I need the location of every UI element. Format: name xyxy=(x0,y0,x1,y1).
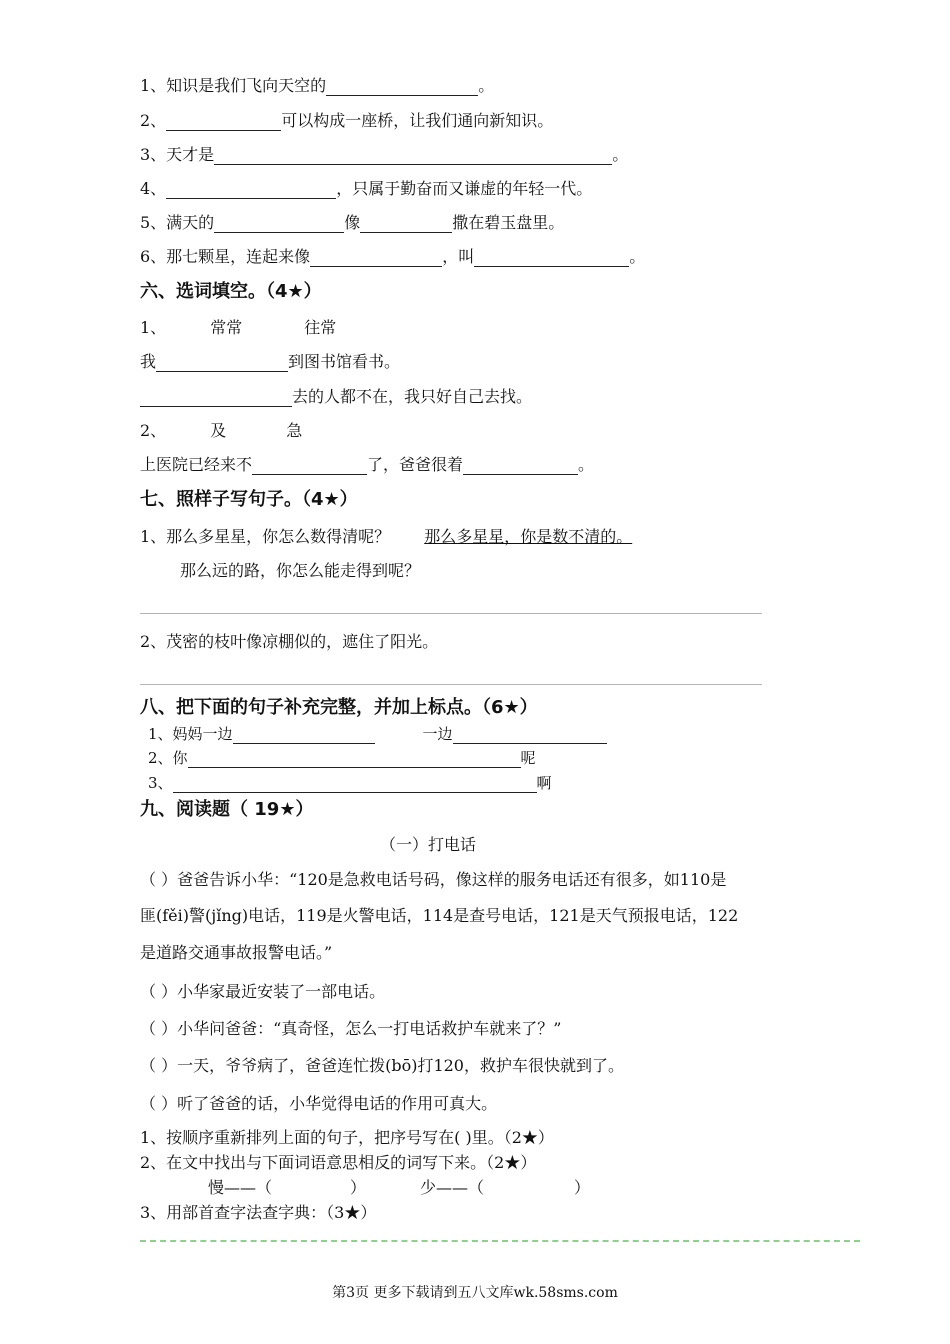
passage-line: （ ）一天，爷爷病了，爸爸连忙拨(bō)打120，救护车很快就到了。 xyxy=(140,1056,624,1075)
sentence-3 xyxy=(140,455,594,475)
fill-item-text: 1、知识是我们飞向天空的 xyxy=(140,76,327,95)
word-group-2 xyxy=(140,421,302,441)
answer-blank[interactable] xyxy=(360,214,452,233)
antonym-prompt: 慢——（ xyxy=(208,1178,273,1197)
sentence-text: 。 xyxy=(578,455,595,474)
sentence-text: 1、妈妈一边 xyxy=(148,725,233,743)
word-choice: 及 xyxy=(210,421,227,440)
word-choice: 常常 xyxy=(210,318,243,337)
fill-item-text: 2、 xyxy=(140,111,167,130)
fill-item-text: 可以构成一座桥，让我们通向新知识。 xyxy=(281,111,554,130)
fill-item-text: 像 xyxy=(344,213,361,232)
sentence-1 xyxy=(140,352,400,372)
example-answer: 那么多星星，你是数不清的。 xyxy=(424,527,633,546)
fill-item-text: 。 xyxy=(478,76,495,95)
answer-blank[interactable] xyxy=(453,725,607,744)
sentence-text: 去的人都不在，我只好自己去找。 xyxy=(292,387,533,406)
passage-line: （ ）小华问爸爸：“真奇怪，怎么一打电话救护车就来了？” xyxy=(140,1019,562,1038)
sentence-text: 3、 xyxy=(148,774,173,792)
section-9-title: 九、阅读题（ 19★） xyxy=(140,799,314,820)
sentence-text: 啊 xyxy=(536,774,552,792)
page-divider xyxy=(140,1240,860,1242)
fill-item-text: ，只属于勤奋而又谦虚的年轻一代。 xyxy=(336,179,593,198)
sentence-text: 我 xyxy=(140,352,157,371)
fill-item-text: 4、 xyxy=(140,179,167,198)
passage-line: 是道路交通事故报警电话。” xyxy=(140,943,333,962)
fill-item-text: 6、那七颗星，连起来像 xyxy=(140,247,311,266)
answer-line[interactable] xyxy=(140,613,762,614)
fill-item-text: 3、天才是 xyxy=(140,145,215,164)
word-group-1 xyxy=(140,318,336,338)
section-8-title: 八、把下面的句子补充完整，并加上标点。（6★） xyxy=(140,697,538,718)
answer-line[interactable] xyxy=(140,684,762,685)
section-6-title: 六、选词填空。（4★） xyxy=(140,281,322,302)
passage-line: （ ）爸爸告诉小华：“120是急救电话号码，像这样的服务电话还有很多，如110是 xyxy=(140,870,727,889)
answer-blank[interactable] xyxy=(252,456,367,475)
fill-item-1 xyxy=(140,76,494,96)
answer-blank[interactable] xyxy=(474,248,629,267)
question-text: 1、那么多星星，你怎么数得清呢？ xyxy=(140,527,391,546)
sentence-text: 呢 xyxy=(520,749,536,767)
answer-blank[interactable] xyxy=(173,774,537,793)
group-number: 1、 xyxy=(140,318,167,337)
antonym-row xyxy=(208,1178,590,1198)
complete-line-1 xyxy=(148,724,607,744)
passage-line: 匪(fěi)警(jǐng)电话，119是火警电话，114是查号电话，121是天气预报电话，122 xyxy=(140,906,739,925)
fill-item-6 xyxy=(140,247,645,267)
answer-blank[interactable] xyxy=(166,180,336,199)
answer-blank[interactable] xyxy=(166,112,281,131)
answer-blank[interactable] xyxy=(463,456,578,475)
sentence-text: 了，爸爸很着 xyxy=(367,455,464,474)
passage-line: （ ）听了爸爸的话，小华觉得电话的作用可真大。 xyxy=(140,1094,498,1113)
reading-question-1: 1、按顺序重新排列上面的句子，把序号写在( )里。（2★） xyxy=(140,1128,554,1147)
antonym-prompt: 少——（ xyxy=(420,1178,485,1197)
passage-line: （ ）小华家最近安装了一部电话。 xyxy=(140,982,386,1001)
sentence-text: 到图书馆看书。 xyxy=(288,352,401,371)
answer-blank[interactable] xyxy=(140,388,292,407)
sentence-2 xyxy=(140,387,532,407)
task-sentence: 那么远的路，你怎么能走得到呢？ xyxy=(180,561,421,580)
fill-item-5 xyxy=(140,213,564,233)
answer-blank[interactable] xyxy=(214,214,344,233)
answer-blank[interactable] xyxy=(188,749,521,768)
answer-blank[interactable] xyxy=(326,77,478,96)
word-choice: 急 xyxy=(286,421,303,440)
section-7-title: 七、照样子写句子。（4★） xyxy=(140,489,358,510)
page-footer: 第3页 更多下载请到五八文库wk.58sms.com xyxy=(332,1285,618,1301)
fill-item-text: 撒在碧玉盘里。 xyxy=(452,213,565,232)
answer-blank[interactable] xyxy=(310,248,442,267)
answer-blank[interactable] xyxy=(156,353,288,372)
answer-blank[interactable] xyxy=(214,146,612,165)
sentence-text: 2、你 xyxy=(148,749,188,767)
fill-item-text: ，叫 xyxy=(442,247,475,266)
fill-item-text: 。 xyxy=(629,247,646,266)
fill-item-2 xyxy=(140,111,553,131)
sentence-text: 上医院已经来不 xyxy=(140,455,253,474)
reading-question-2: 2、在文中找出与下面词语意思相反的词写下来。（2★） xyxy=(140,1153,537,1172)
fill-item-text: 5、满天的 xyxy=(140,213,215,232)
bracket-close: ） xyxy=(350,1178,367,1197)
word-choice: 往常 xyxy=(304,318,337,337)
question-2: 2、茂密的枝叶像凉棚似的，遮住了阳光。 xyxy=(140,632,439,651)
complete-line-2 xyxy=(148,748,536,768)
fill-item-text: 。 xyxy=(612,145,629,164)
reading-title: （一）打电话 xyxy=(380,835,477,854)
reading-question-3: 3、用部首查字法查字典：（3★） xyxy=(140,1203,377,1222)
complete-line-3 xyxy=(148,773,552,793)
bracket-close: ） xyxy=(574,1178,591,1197)
example-row xyxy=(140,527,632,547)
fill-item-4 xyxy=(140,179,592,199)
answer-blank[interactable] xyxy=(233,725,375,744)
sentence-text: 一边 xyxy=(422,725,453,743)
group-number: 2、 xyxy=(140,421,167,440)
fill-item-3 xyxy=(140,145,628,165)
